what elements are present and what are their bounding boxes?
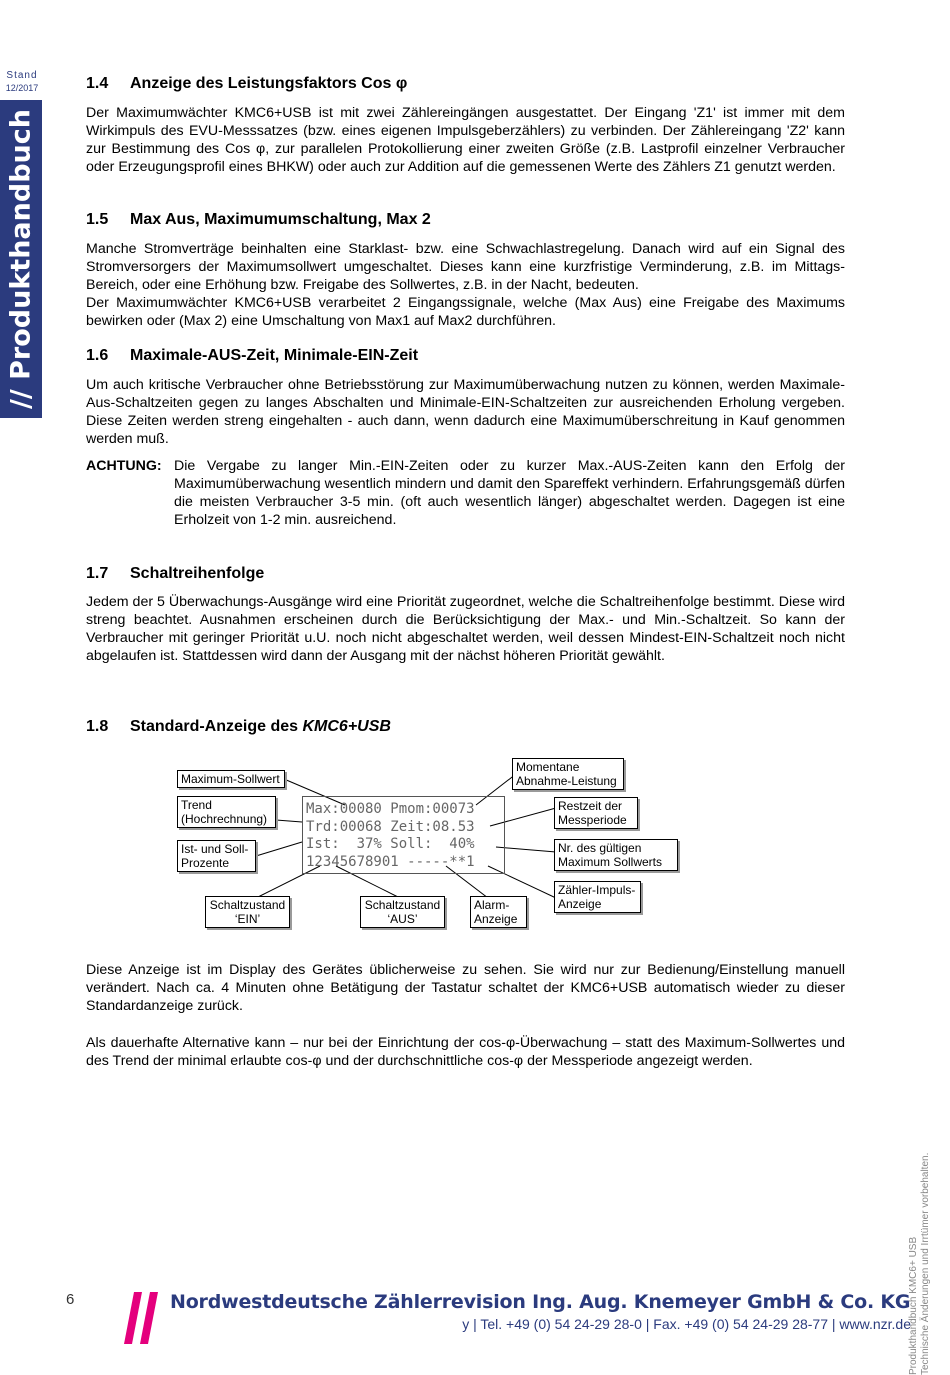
- stand-block: [0, 70, 44, 94]
- side-note: [908, 955, 932, 1375]
- label-text: Ist- und Soll-: [181, 842, 249, 856]
- label-text: Trend: [181, 798, 212, 812]
- label-text: Alarm-: [474, 898, 510, 912]
- company-name: Nordwestdeutsche Zählerrevision Ing. Aug. Knemeyer GmbH & Co. KG: [170, 1291, 911, 1313]
- pointer-line: [256, 842, 302, 856]
- heading-1-8: [86, 718, 391, 736]
- label-text: Abnahme-Leistung: [516, 774, 617, 788]
- label-text: Zähler-Impuls-: [558, 883, 636, 897]
- label-text: Maximum-Sollwert: [181, 772, 280, 786]
- paragraph-1-8: Diese Anzeige ist im Display des Gerätes üblicherweise zu sehen. Sie wird nur zur Bedienung/Einstellung manuell verändert. Nach ca. 4 Minuten ohne Betätigung der Tastatur schaltet der KMC6+USB automatisch wieder zu dieser Standardanzeige zurück.: [86, 962, 845, 1014]
- label-text: Maximum Sollwerts: [558, 855, 663, 869]
- label-schaltzustand-aus: [360, 896, 445, 928]
- label-text: Messperiode: [558, 813, 627, 827]
- stand-label: Stand: [6, 70, 38, 81]
- label-momentane-leistung: [512, 758, 624, 790]
- label-text: Nr. des gültigen: [558, 841, 642, 855]
- label-text: Schaltzustand: [209, 898, 286, 912]
- lcd-line-1: Max:00080 Pmom:00073: [306, 801, 475, 817]
- heading-number: 1.5: [86, 211, 109, 228]
- label-text: (Hochrechnung): [181, 812, 268, 826]
- heading-1-7: [86, 565, 264, 583]
- label-text: Schaltzustand: [364, 898, 441, 912]
- label-text: Anzeige: [474, 912, 518, 926]
- label-text: Momentane: [516, 760, 580, 774]
- heading-title-italic: KMC6+USB: [302, 718, 391, 735]
- label-trend: [177, 796, 276, 828]
- heading-1-5: [86, 211, 431, 229]
- lcd-line-2: Trd:00068 Zeit:08.53: [306, 818, 475, 835]
- paragraph-1-8-b: Als dauerhafte Alternative kann – nur bei der Einrichtung der cos-φ-Überwachung – statt des Maximum-Sollwertes und des Trend der minimal erlaubte cos-φ und der durchschnittliche cos-φ der Messperiode angezeigt werden.: [86, 1035, 845, 1069]
- heading-number: 1.7: [86, 565, 109, 582]
- lcd-line-3: Ist: 37% Soll: 40%: [306, 836, 475, 852]
- heading-title: Anzeige des Leistungsfaktors Cos φ: [130, 75, 408, 92]
- paragraph-1-5-b: Der Maximumwächter KMC6+USB verarbeitet 2 Eingangssignale, welche (Max Aus) eine Freigabe des Maximums bewirken oder (Max 2) eine Umschaltung von Max1 auf Max2 durchführen.: [86, 295, 845, 329]
- heading-1-4: [86, 75, 407, 93]
- label-alarm-anzeige: [470, 896, 527, 928]
- side-note-line: Technische Änderungen und Irrtümer vorbehalten.: [920, 1152, 931, 1375]
- sidebar-title: // Produkthandbuch: [5, 109, 37, 409]
- page-number: 6: [66, 1291, 75, 1308]
- label-maximum-sollwert: [177, 770, 285, 788]
- label-ist-soll: [177, 840, 256, 872]
- paragraph-1-5: Manche Stromverträge beinhalten eine Starklast- bzw. eine Schwachlastregelung. Danach wird auf ein Signal des Stromversorgers der Maximumsollwert umgeschaltet. Dieses kann eine kurzfristige Verminderung, z.B. im Mittags-Bereich, oder eine Erhöhung bzw. Freigabe des Sollwertes, z.B. in der Nacht, bedeuten.: [86, 241, 845, 293]
- heading-number: 1.8: [86, 718, 109, 735]
- heading-number: 1.6: [86, 347, 109, 364]
- label-text: Prozente: [181, 856, 230, 870]
- lcd-line-4: 12345678901 -----**1: [306, 853, 475, 870]
- label-nr-sollwert: [554, 839, 678, 871]
- label-text: Restzeit der: [558, 799, 623, 813]
- pointer-line: [496, 847, 556, 852]
- label-zaehler-impuls: [554, 881, 641, 913]
- label-schaltzustand-ein: [205, 896, 290, 928]
- warning-text: Die Vergabe zu langer Min.-EIN-Zeiten oder zu kurzer Max.-AUS-Zeiten kann den Erfolg der Maximumüberwachung wesentlich mindern und damit den Spareffekt verhindern. Erfahrungsgemäß dürfen die meisten Verbraucher 3-5 min. (oft auch wesentlich länger) abgeschaltet werden. Dagegen ist eine Erholzeit von 1-2 min. ausreichend.: [174, 458, 845, 528]
- paragraph-1-7: Jedem der 5 Überwachungs-Ausgänge wird eine Priorität zugeordnet, welche die Schaltreihenfolge bestimmt. Diese wird streng beachtet. Ausnahmen erscheinen durch die Berücksichtigung der Max.- und Min.-Schaltzeit. So kann der Verbraucher mit geringer Priorität u.U. noch nicht abgeschaltet werden, weil dessen Mindest-EIN-Schaltzeit noch nicht abgelaufen ist. Stattdessen wird dann der Ausgang mit der nächst höheren Priorität gewählt.: [86, 594, 845, 664]
- heading-title: Schaltreihenfolge: [130, 565, 265, 582]
- stand-date: 12/2017: [5, 83, 39, 93]
- heading-title: Maximale-AUS-Zeit, Minimale-EIN-Zeit: [130, 347, 419, 364]
- contact-line: y | Tel. +49 (0) 54 24-29 28-0 | Fax. +49 (0) 54 24-29 28-77 | www.nzr.de: [462, 1316, 911, 1332]
- label-text: ‘AUS’: [387, 912, 418, 926]
- heading-title: Standard-Anzeige des: [130, 718, 303, 735]
- pointer-line: [276, 820, 302, 822]
- warning-label: ACHTUNG:: [86, 458, 162, 474]
- company-logo-icon: [120, 1292, 164, 1344]
- heading-number: 1.4: [86, 75, 109, 92]
- heading-title: Max Aus, Maximumumschaltung, Max 2: [130, 211, 431, 228]
- paragraph-1-6: Um auch kritische Verbraucher ohne Betriebsstörung zur Maximumüberwachung nutzen zu können, werden Maximale-Aus-Schaltzeiten gegen zu langes Abschalten und Minimale-EIN-Schaltzeiten zur ausreichenden Erholung vergeben. Diese Zeiten werden streng eingehalten - auch dann, wenn dadurch eine Maximumüberschreitung in Kauf genommen werden muß.: [86, 377, 845, 447]
- lcd-display: [302, 796, 505, 874]
- label-text: ‘EIN’: [234, 912, 261, 926]
- side-note-line: Produkthandbuch KMC6+ USB: [908, 1236, 919, 1375]
- label-restzeit: [554, 797, 638, 829]
- paragraph-1-4: Der Maximumwächter KMC6+USB ist mit zwei Zählereingängen ausgestattet. Der Eingang 'Z1' ist immer mit dem Wirkimpuls des EVU-Messsatzes (bzw. eines eigenen Impulsgeberzählers) zu verbinden. Der Zählereingang 'Z2' kann zur Bestimmung des Cos φ, zur parallelen Protokollierung einer zweiten Größe (z.B. Lastprofil einzelner Verbraucher oder Erzeugungsprofil eines BHKW) oder auch zur Addition auf die gemessenen Werte des Zählers Z1 genutzt werden.: [86, 105, 845, 175]
- label-text: Anzeige: [558, 897, 602, 911]
- heading-1-6: [86, 347, 418, 365]
